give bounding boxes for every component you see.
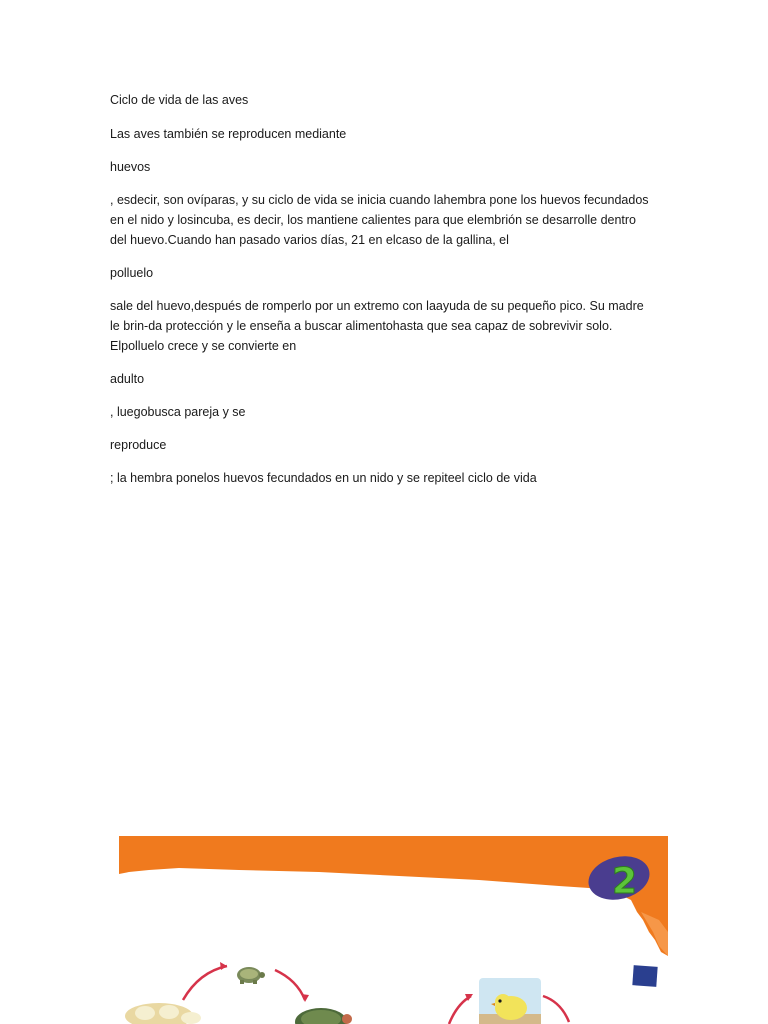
life-cycle-illustration (119, 836, 668, 1024)
paragraph: huevos (110, 160, 151, 174)
blue-square-icon (632, 965, 657, 987)
paragraph: polluelo (110, 266, 154, 280)
orange-banner (119, 836, 668, 956)
paragraph: reproduce (110, 438, 167, 452)
chapter-number: 2 (612, 861, 638, 902)
cycle-arrow (183, 966, 227, 1000)
cycle-arrow (543, 996, 569, 1022)
cycle-arrow (275, 970, 305, 1000)
chick-icon (479, 978, 541, 1024)
paragraph: ; la hembra ponelos huevos fecundados en un nido y se repiteel ciclo de vida (110, 471, 537, 485)
paragraph: adulto (110, 372, 145, 386)
egg-nest-icon (125, 1003, 201, 1024)
paragraph: sale del huevo,después de romperlo por un extremo con laayuda de su pequeño pico. Su madre le brin-da protección y le enseña a buscar alimentohasta que sea capaz de sobrevivir solo. Elpolluelo crece y se convierte en (110, 299, 644, 353)
large-turtle-icon (295, 1008, 352, 1024)
document-body (110, 90, 650, 501)
paragraph: , esdecir, son ovíparas, y su ciclo de vida se inicia cuando lahembra pone los huevos fecundados en el nido y losincuba, es decir, los mantiene calientes para que elembrión se desarrolle dentro del huevo.Cuando han pasado varios días, 21 en elcaso de la gallina, el (110, 193, 649, 247)
paragraph: Las aves también se reproducen mediante (110, 127, 347, 141)
turtle-icon (237, 967, 265, 984)
paragraph: , luegobusca pareja y se (110, 405, 246, 419)
document-title: Ciclo de vida de las aves (110, 93, 249, 107)
